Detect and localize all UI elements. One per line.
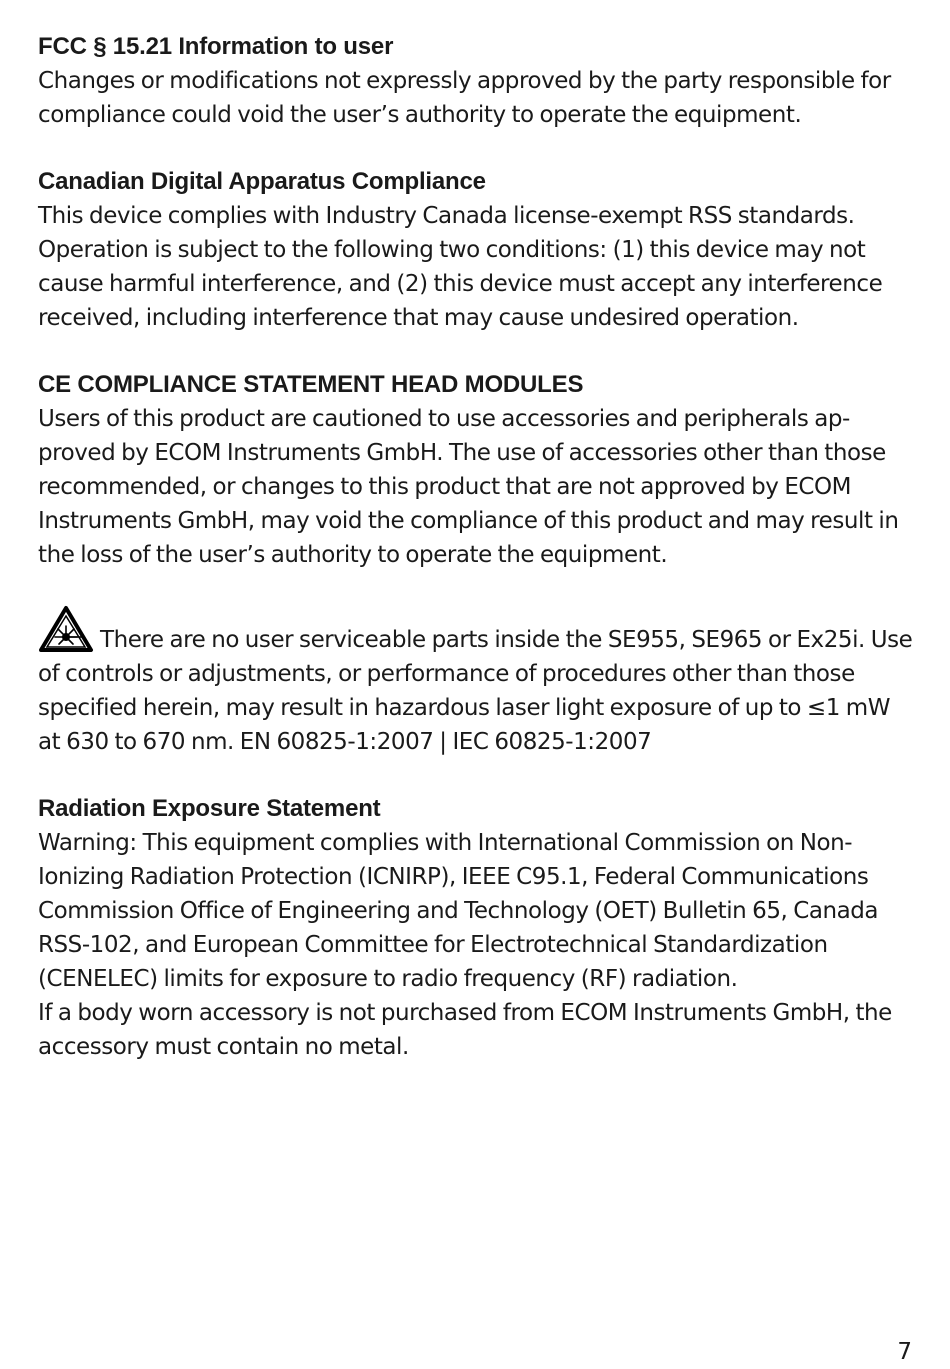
laser-warning-paragraph <box>38 605 918 759</box>
radiation-section <box>38 792 918 1064</box>
radiation-paragraph-warning: Warning: This equipment complies with International Commission on Non-Ionizing Radiation Protection (ICNIRP), IEEE C95.1, Federal Communications Commission Office of Engineering and Technology (OET) Bulletin 65, Canada RSS-102, and European Committee for Electrotechnical Standardization (CENELEC) limits for exposure to radio frequency (RF) radiation. <box>38 830 879 992</box>
laser-section <box>38 605 918 759</box>
section-paragraph-ce: Users of this product are cautioned to use accessories and peripherals ap-proved by ECOM Instruments GmbH. The use of accessories other than those recommended, or changes to this product that are not approved by ECOM Instruments GmbH, may void the compliance of this product and may result in the loss of the user’s authority to operate the equipment. <box>38 406 899 568</box>
section-heading-canada: Canadian Digital Apparatus Compliance <box>38 168 486 195</box>
section-heading-ce: CE COMPLIANCE STATEMENT HEAD MODULES <box>38 371 584 398</box>
laser-warning-icon <box>38 605 94 653</box>
page-number: 7 <box>897 1339 912 1365</box>
canada-section <box>38 165 918 335</box>
section-heading-fcc: FCC § 15.21 Information to user <box>38 33 394 60</box>
laser-warning-text: There are no user serviceable parts inside the SE955, SE965 or Ex25i. Use of controls or adjustments, or performance of procedures other than those specified herein, may result in hazardous laser light exposure of up to ≤1 mW at 630 to 670 nm. EN 60825-1:2007 | IEC 60825-1:2007 <box>38 627 913 755</box>
fcc-section <box>38 30 918 132</box>
section-paragraph-canada: This device complies with Industry Canada license-exempt RSS standards. Operation is subject to the following two conditions: (1) this device may not cause harmful interference, and (2) this device must accept any interference received, including interference that may cause undesired operation. <box>38 203 883 331</box>
section-paragraph-fcc: Changes or modifications not expressly approved by the party responsible for compliance could void the user’s authority to operate the equipment. <box>38 68 891 128</box>
ce-section <box>38 368 918 572</box>
radiation-paragraph-accessory: If a body worn accessory is not purchased from ECOM Instruments GmbH, the accessory must contain no metal. <box>38 1000 892 1060</box>
section-heading-radiation: Radiation Exposure Statement <box>38 795 381 822</box>
document-page <box>38 30 918 1097</box>
